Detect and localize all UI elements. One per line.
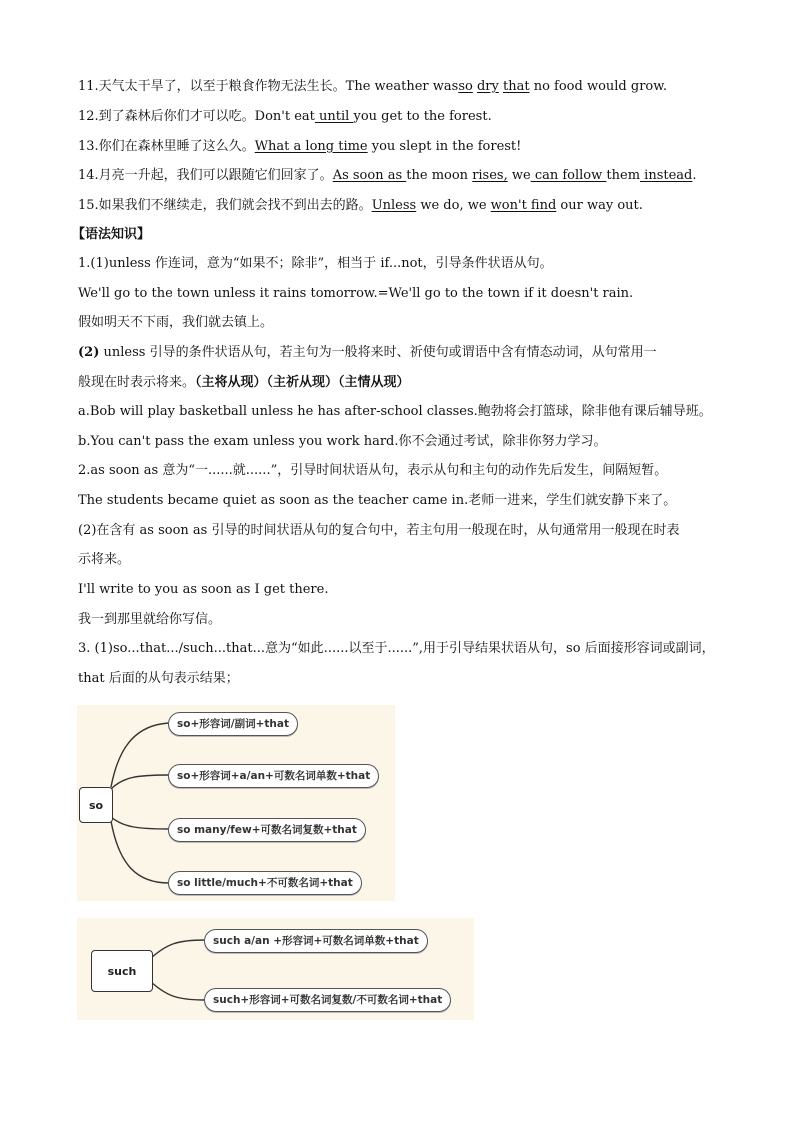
answer-blank: can follow xyxy=(530,168,607,183)
answer-blank: Unless xyxy=(371,198,417,213)
grammar-example: The students became quiet as soon as the teacher came in.老师一进来，学生们就安静下来了。 xyxy=(78,493,677,508)
section-title: 【语法知识】 xyxy=(72,227,151,242)
sentence-14 xyxy=(78,167,730,185)
sentence-11 xyxy=(78,78,730,96)
grammar-translation: 我一到那里就给你写信。 xyxy=(78,612,222,627)
grammar-example: I'll write to you as soon as I get there. xyxy=(78,582,329,597)
so-branch-2: so+形容词+a/an+可数名词单数+that xyxy=(168,764,379,788)
so-mindmap xyxy=(77,705,395,901)
grammar-mnemonic: （主将从现）（主祈从现）（主情从现） xyxy=(195,375,410,390)
sentence-12 xyxy=(78,108,730,126)
sentence-text: . xyxy=(692,168,697,183)
so-branch-4: so little/much+不可数名词+that xyxy=(168,871,362,895)
sentence-text: you get to the forest. xyxy=(353,109,492,124)
answer-blank: dry xyxy=(476,79,499,94)
sentence-15 xyxy=(78,197,730,215)
sentence-text: we do, we xyxy=(416,198,491,213)
such-branch-1: such a/an +形容词+可数名词单数+that xyxy=(204,929,428,953)
answer-blank: so xyxy=(458,79,473,94)
sentence-text: 12.到了森林后你们才可以吃。Don't eat xyxy=(78,109,315,124)
sentence-text: we xyxy=(507,168,531,183)
so-branch-3: so many/few+可数名词复数+that xyxy=(168,818,366,842)
sentence-text: you slept in the forest! xyxy=(367,139,522,154)
such-branch-2: such+形容词+可数名词复数/不可数名词+that xyxy=(204,988,451,1012)
grammar-text: unless 引导的条件状语从句，若主句为一般将来时、祈使句或谓语中含有情态动词，从句常用一 xyxy=(99,345,657,360)
so-branch-1: so+形容词/副词+that xyxy=(168,712,298,736)
answer-blank: until xyxy=(314,109,354,124)
grammar-example: a.Bob will play basketball unless he has after-school classes.鲍勃将会打篮球，除非他有课后辅导班。 xyxy=(78,404,712,419)
sentence-text: the moon xyxy=(406,168,473,183)
grammar-number: (2) xyxy=(78,345,100,360)
answer-blank: that xyxy=(502,79,530,94)
answer-blank: What a long time xyxy=(254,139,368,154)
grammar-line: 2.as soon as 意为“一......就......”，引导时间状语从句，表示从句和主句的动作先后发生，间隔短暂。 xyxy=(78,463,668,478)
grammar-translation: 假如明天不下雨，我们就去镇上。 xyxy=(78,315,274,330)
answer-blank: won't find xyxy=(490,198,557,213)
answer-blank: instead xyxy=(640,168,693,183)
so-root-node: so xyxy=(79,787,113,823)
sentence-text: 15.如果我们不继续走，我们就会找不到出去的路。 xyxy=(78,198,372,213)
answer-blank: As soon as xyxy=(332,168,407,183)
sentence-text: 13.你们在森林里睡了这么久。 xyxy=(78,139,255,154)
grammar-line xyxy=(78,374,730,392)
grammar-text: 般现在时表示将来。 xyxy=(78,375,196,390)
grammar-example: We'll go to the town unless it rains tomorrow.=We'll go to the town if it doesn't rain. xyxy=(78,286,634,301)
grammar-line: (2)在含有 as soon as 引导的时间状语从句的复合句中，若主句用一般现在时，从句通常用一般现在时表 xyxy=(78,523,680,538)
sentence-text: 11.天气太干旱了，以至于粮食作物无法生长。The weather was xyxy=(78,79,459,94)
sentence-text: 14.月亮一升起，我们可以跟随它们回家了。 xyxy=(78,168,333,183)
sentence-text: no food would grow. xyxy=(529,79,667,94)
grammar-line: 1.(1)unless 作连词，意为“如果不；除非”，相当于 if...not，引导条件状语从句。 xyxy=(78,256,553,271)
such-root-node: such xyxy=(91,950,153,992)
sentence-13 xyxy=(78,138,730,156)
answer-blank: rises, xyxy=(472,168,508,183)
grammar-line: 示将来。 xyxy=(78,552,131,567)
such-mindmap xyxy=(77,918,474,1020)
grammar-example: b.You can't pass the exam unless you work hard.你不会通过考试，除非你努力学习。 xyxy=(78,434,607,449)
grammar-line: 3. (1)so...that.../such...that...意为“如此......以至于......”,用于引导结果状语从句，so 后面接形容词或副词， xyxy=(78,641,715,656)
grammar-line xyxy=(78,344,730,362)
grammar-line: that 后面的从句表示结果； xyxy=(78,671,239,686)
sentence-text: our way out. xyxy=(556,198,643,213)
sentence-text: them xyxy=(606,168,641,183)
